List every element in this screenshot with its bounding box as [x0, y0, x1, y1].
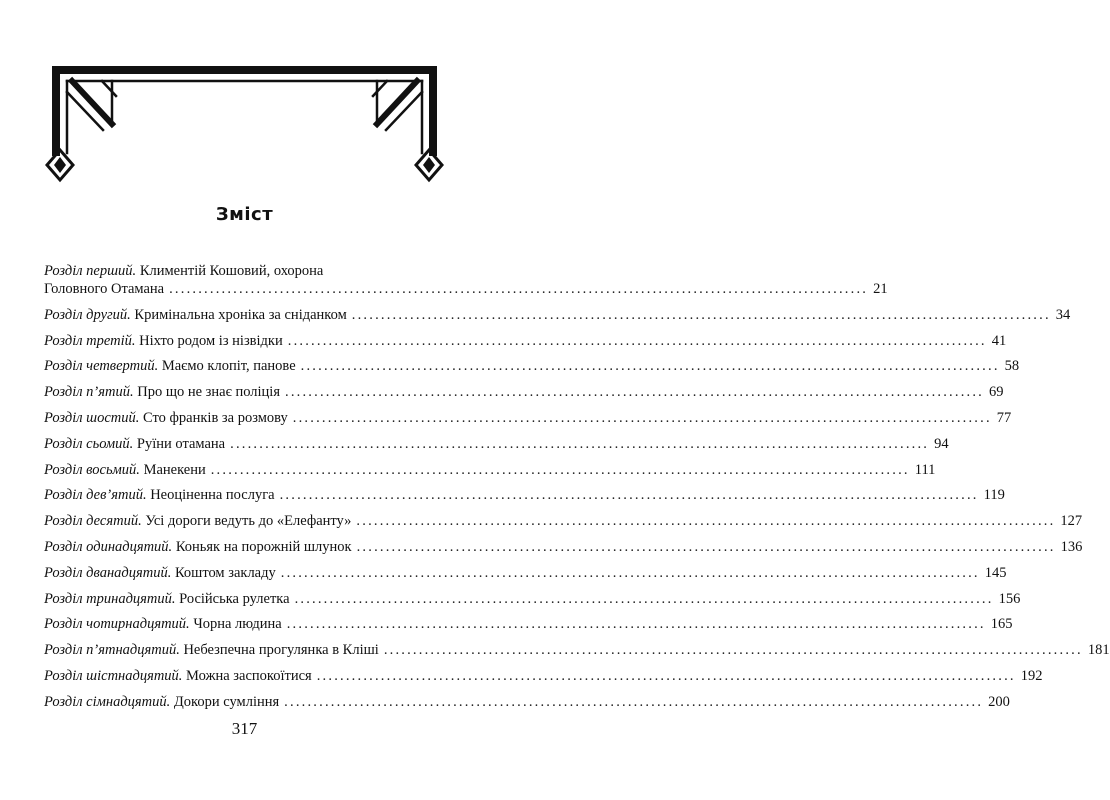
- dot-leader: ........................................................................................................................: [287, 332, 987, 349]
- page-number: 200: [988, 693, 1010, 710]
- page-title: Зміст: [215, 204, 274, 225]
- chapter-label: Розділ дванадцятий.: [44, 564, 172, 581]
- chapter-label: Розділ четвертий.: [44, 358, 159, 375]
- dot-leader: ........................................................................................................................: [292, 409, 992, 426]
- chapter-title: Докори сумління: [170, 693, 280, 710]
- chapter-title: Руїни отамана: [133, 435, 226, 452]
- dot-leader: ........................................................................................................................: [383, 642, 1083, 659]
- dot-leader: ........................................................................................................................: [169, 281, 869, 297]
- chapter-title: Сто франків за розмову: [139, 409, 288, 426]
- toc-entry: [44, 262, 888, 298]
- chapter-title: Усі дороги ведуть до «Елефанту»: [141, 513, 352, 530]
- chapter-title: Російська рулетка: [175, 590, 290, 607]
- page-number: 41: [991, 332, 1007, 349]
- page-number: 127: [1060, 513, 1083, 530]
- toc-entry: [44, 461, 936, 479]
- toc-entry: [44, 693, 1010, 711]
- chapter-label: Розділ п’ятий.: [44, 384, 134, 401]
- toc-entry: [44, 512, 1083, 530]
- toc-entry: [44, 306, 1071, 324]
- toc-entry: [44, 332, 1007, 350]
- chapter-label: Розділ дев’ятий.: [44, 487, 147, 504]
- chapter-title: Кримінальна хроніка за сніданком: [130, 306, 347, 323]
- header-ornament-icon: [0, 0, 489, 200]
- page-number: 119: [983, 487, 1005, 504]
- chapter-title: Коньяк на порожній шлунок: [172, 538, 352, 555]
- dot-leader: ........................................................................................................................: [300, 358, 1000, 375]
- toc-entry: [44, 667, 1043, 685]
- chapter-title: Коштом закладу: [171, 564, 276, 581]
- dot-leader: ........................................................................................................................: [351, 306, 1051, 323]
- dot-leader: ........................................................................................................................: [285, 384, 984, 401]
- page-number: 136: [1060, 538, 1083, 555]
- toc-entry: [44, 590, 1021, 608]
- dot-leader: ........................................................................................................................: [280, 564, 980, 581]
- toc-entry: [44, 615, 1013, 633]
- chapter-label: Розділ третій.: [44, 332, 136, 349]
- folio-page-number: 317: [231, 719, 258, 738]
- toc-entry: [44, 435, 949, 453]
- page-number: 21: [873, 281, 888, 297]
- page-number: 145: [984, 564, 1007, 581]
- dot-leader: ........................................................................................................................: [279, 487, 979, 504]
- chapter-title: Небезпечна прогулянка в Кліші: [179, 642, 379, 659]
- chapter-label: Розділ десятий.: [44, 513, 142, 530]
- toc-entry: [44, 641, 1110, 659]
- dot-leader: ........................................................................................................................: [356, 513, 1056, 530]
- chapter-title: Ніхто родом із нізвідки: [135, 332, 283, 349]
- page-number: 181: [1087, 642, 1110, 659]
- dot-leader: ........................................................................................................................: [210, 461, 910, 478]
- chapter-title: Головного Отамана: [44, 281, 165, 297]
- toc-entry: [44, 383, 1004, 401]
- dot-leader: ........................................................................................................................: [286, 616, 986, 633]
- page-number: 58: [1004, 358, 1020, 375]
- toc-entry: [44, 538, 1083, 556]
- toc-entry: [44, 357, 1020, 375]
- page-number: 165: [990, 616, 1013, 633]
- dot-leader: ........................................................................................................................: [284, 693, 984, 710]
- chapter-title: Про що не знає поліція: [133, 384, 280, 401]
- chapter-label: Розділ сімнадцятий.: [44, 693, 171, 710]
- page-number: 94: [934, 435, 949, 452]
- table-of-contents: [44, 262, 1110, 719]
- chapter-label: Розділ перший.: [44, 263, 137, 279]
- chapter-label: Розділ одинадцятий.: [44, 538, 173, 555]
- chapter-title: Манекени: [139, 461, 206, 478]
- toc-entry: [44, 409, 1012, 427]
- chapter-label: Розділ сьомий.: [44, 435, 134, 452]
- page-number: 77: [996, 409, 1012, 426]
- chapter-label: Розділ шістнадцятий.: [44, 667, 183, 684]
- page-number: 111: [914, 461, 936, 478]
- chapter-label: Розділ восьмий.: [44, 461, 140, 478]
- dot-leader: ........................................................................................................................: [230, 435, 930, 452]
- toc-entry: [44, 564, 1007, 582]
- chapter-label: Розділ шостий.: [44, 409, 140, 426]
- chapter-title: Неоціненна послуга: [146, 487, 275, 504]
- toc-entry: [44, 486, 1005, 504]
- chapter-label: Розділ чотирнадцятий.: [44, 616, 190, 633]
- chapter-title: Чорна людина: [189, 616, 282, 633]
- chapter-title: Можна заспокоїтися: [182, 667, 312, 684]
- page-number: 34: [1055, 306, 1071, 323]
- dot-leader: ........................................................................................................................: [356, 538, 1056, 555]
- page-number: 156: [998, 590, 1021, 607]
- chapter-label: Розділ п’ятнадцятий.: [44, 642, 180, 659]
- page-number: 69: [989, 384, 1004, 401]
- dot-leader: ........................................................................................................................: [294, 590, 994, 607]
- dot-leader: ........................................................................................................................: [316, 667, 1016, 684]
- chapter-title: Маємо клопіт, панове: [158, 358, 296, 375]
- chapter-label: Розділ другий.: [44, 306, 131, 323]
- chapter-label: Розділ тринадцятий.: [44, 590, 176, 607]
- page-number: 192: [1020, 667, 1043, 684]
- chapter-title-line1: Климентій Кошовий, охорона: [136, 263, 324, 279]
